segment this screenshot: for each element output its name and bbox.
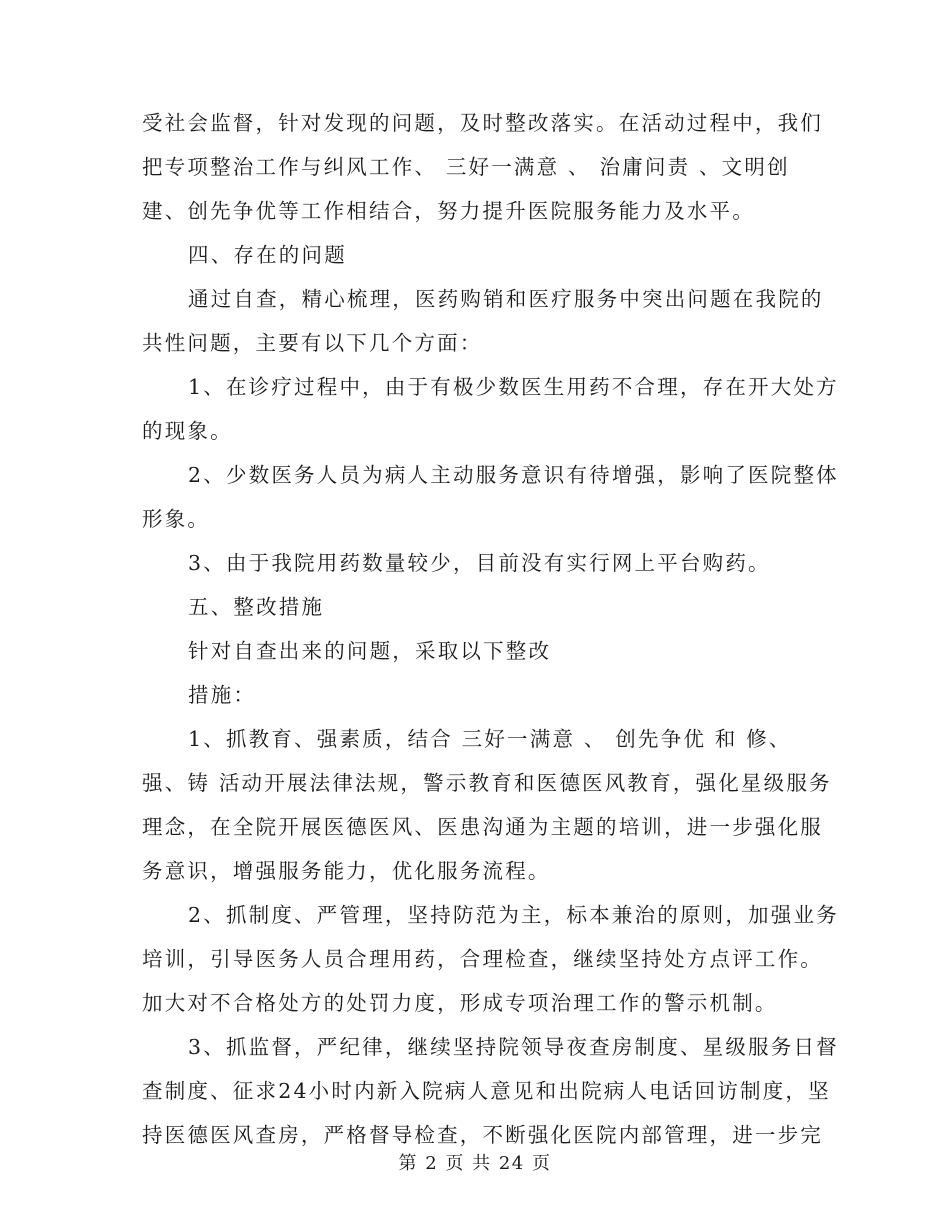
text-line: 把专项整治工作与纠风工作、 三好一满意 、 治庸问责 、文明创 — [142, 155, 790, 179]
section-heading: 五、整改措施 — [188, 595, 325, 619]
text-line: 查制度、征求24小时内新入院病人意见和出院病人电话回访制度，坚 — [142, 1079, 831, 1103]
text-line: 共性问题，主要有以下几个方面： — [142, 331, 483, 355]
text-line: 务意识，增强服务能力，优化服务流程。 — [142, 859, 551, 883]
text-line: 加大对不合格处方的处罚力度，形成专项治理工作的警示机制。 — [142, 991, 778, 1015]
text-line: 3、抓监督，严纪律，继续坚持院领导夜查房制度、星级服务日督 — [188, 1035, 839, 1059]
text-line: 理念，在全院开展医德医风、医患沟通为主题的培训，进一步强化服 — [142, 815, 823, 839]
text-line: 2、少数医务人员为病人主动服务意识有待增强，影响了医院整体 — [188, 463, 839, 487]
page-number-footer: 第 2 页 共 24 页 — [398, 1153, 552, 1174]
text-line: 建、创先争优等工作相结合，努力提升医院服务能力及水平。 — [142, 199, 755, 223]
text-line: 形象。 — [142, 507, 211, 531]
text-line: 1、抓教育、强素质，结合 三好一满意 、 创先争优 和 修、 — [188, 727, 792, 751]
text-line: 的现象。 — [142, 419, 233, 443]
text-line: 培训，引导医务人员合理用药，合理检查，继续坚持处方点评工作。 — [142, 947, 823, 971]
text-line: 受社会监督，针对发现的问题，及时整改落实。在活动过程中，我们 — [142, 111, 823, 135]
text-line: 强、铸 活动开展法律法规，警示教育和医德医风教育，强化星级服务 — [142, 771, 832, 795]
text-line: 1、在诊疗过程中，由于有极少数医生用药不合理，存在开大处方 — [188, 375, 839, 399]
text-line: 2、抓制度、严管理，坚持防范为主，标本兼治的原则，加强业务 — [188, 903, 839, 927]
section-heading: 四、存在的问题 — [188, 243, 347, 267]
text-line: 通过自查，精心梳理，医药购销和医疗服务中突出问题在我院的 — [188, 287, 824, 311]
text-line: 持医德医风查房，严格督导检查，不断强化医院内部管理，进一步完 — [142, 1123, 823, 1147]
text-line: 3、由于我院用药数量较少，目前没有实行网上平台购药。 — [188, 551, 771, 575]
text-line: 措施： — [188, 683, 257, 707]
text-line: 针对自查出来的问题，采取以下整改 — [188, 639, 552, 663]
